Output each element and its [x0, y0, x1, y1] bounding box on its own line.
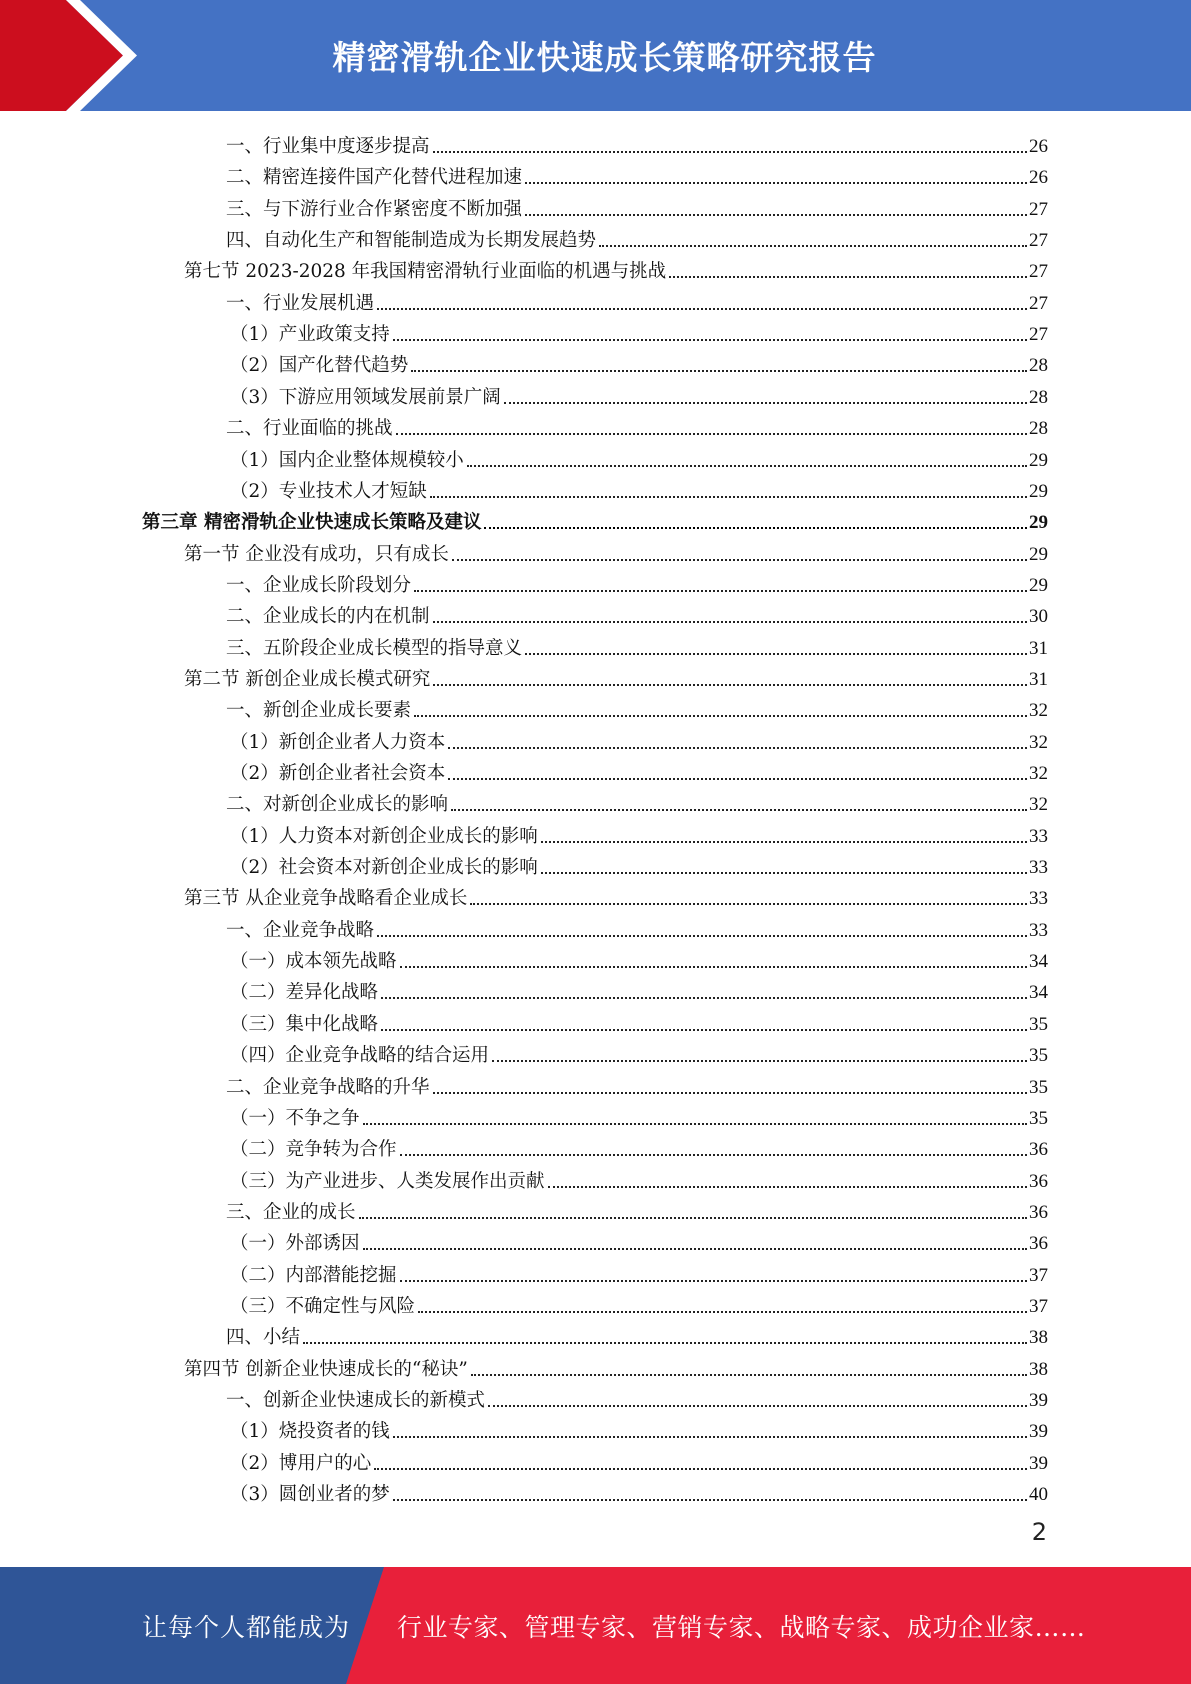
toc-entry[interactable]	[230, 1162, 1048, 1193]
toc-entry[interactable]	[226, 409, 1048, 440]
toc-dot-leader	[433, 684, 1027, 686]
toc-entry-page: 36	[1029, 1171, 1048, 1192]
toc-entry[interactable]	[226, 911, 1048, 942]
toc-entry[interactable]	[226, 1193, 1048, 1224]
toc-dot-leader	[363, 1123, 1027, 1125]
toc-entry[interactable]	[230, 472, 1048, 503]
toc-entry[interactable]	[230, 848, 1048, 879]
toc-dot-leader	[525, 214, 1027, 216]
toc-entry-label: 二、企业成长的内在机制	[226, 606, 430, 627]
toc-entry-label: 一、企业成长阶段划分	[226, 575, 412, 596]
footer-slogan-right: 行业专家、管理专家、营销专家、战略专家、成功企业家……	[397, 1612, 1086, 1642]
toc-entry-page: 27	[1029, 324, 1048, 345]
toc-dot-leader	[414, 715, 1027, 717]
toc-entry-page: 39	[1029, 1390, 1048, 1411]
toc-entry-label: （1）烧投资者的钱	[230, 1421, 390, 1442]
toc-dot-leader	[400, 1154, 1027, 1156]
toc-entry-page: 37	[1029, 1296, 1048, 1317]
toc-entry[interactable]	[226, 284, 1048, 315]
toc-entry-label: （二）竞争转为合作	[230, 1139, 397, 1160]
toc-dot-leader	[396, 433, 1027, 435]
toc-dot-leader	[470, 903, 1027, 905]
toc-entry-page: 33	[1029, 857, 1048, 878]
toc-dot-leader	[467, 465, 1027, 467]
toc-entry-page: 40	[1029, 1484, 1048, 1505]
toc-entry[interactable]	[226, 1381, 1048, 1412]
toc-entry[interactable]	[230, 1099, 1048, 1130]
toc-entry-page: 33	[1029, 888, 1048, 909]
toc-entry-label: （2）国产化替代趋势	[230, 355, 409, 376]
toc-entry-page: 32	[1029, 732, 1048, 753]
toc-dot-leader	[359, 1217, 1027, 1219]
toc-entry[interactable]	[226, 190, 1048, 221]
toc-dot-leader	[471, 1374, 1027, 1376]
toc-entry-page: 35	[1029, 1014, 1048, 1035]
toc-dot-leader	[452, 559, 1027, 561]
toc-entry-label: （3）下游应用领域发展前景广阔	[230, 387, 501, 408]
toc-dot-leader	[525, 653, 1027, 655]
toc-entry[interactable]	[230, 378, 1048, 409]
toc-entry[interactable]	[230, 1224, 1048, 1255]
toc-entry[interactable]	[230, 1412, 1048, 1443]
toc-entry[interactable]	[230, 1036, 1048, 1067]
toc-entry-page: 30	[1029, 606, 1048, 627]
toc-entry-page: 31	[1029, 638, 1048, 659]
toc-entry-label: 三、与下游行业合作紧密度不断加强	[226, 199, 523, 220]
toc-entry-label: 二、企业竞争战略的升华	[226, 1077, 430, 1098]
toc-entry[interactable]	[230, 754, 1048, 785]
toc-entry[interactable]	[230, 1287, 1048, 1318]
toc-dot-leader	[393, 1499, 1027, 1501]
toc-dot-leader	[451, 809, 1027, 811]
toc-entry[interactable]	[230, 441, 1048, 472]
toc-entry-label: （一）外部诱因	[230, 1233, 360, 1254]
toc-entry-label: （二）差异化战略	[230, 982, 379, 1003]
toc-dot-leader	[448, 747, 1027, 749]
toc-entry-page: 26	[1029, 136, 1048, 157]
toc-chapter-entry[interactable]	[142, 503, 1048, 534]
toc-entry-page: 28	[1029, 387, 1048, 408]
toc-entry[interactable]	[230, 1130, 1048, 1161]
toc-section-entry[interactable]	[184, 879, 1048, 910]
toc-entry-label: 第三章 精密滑轨企业快速成长策略及建议	[142, 512, 482, 533]
toc-entry-page: 34	[1029, 951, 1048, 972]
toc-entry-label: （四）企业竞争战略的结合运用	[230, 1045, 490, 1066]
toc-dot-leader	[377, 308, 1027, 310]
toc-entry-label: 一、行业集中度逐步提高	[226, 136, 430, 157]
toc-dot-leader	[492, 1060, 1027, 1062]
toc-entry-label: 三、企业的成长	[226, 1202, 356, 1223]
toc-dot-leader	[541, 841, 1027, 843]
toc-dot-leader	[303, 1342, 1027, 1344]
toc-entry-label: 二、对新创企业成长的影响	[226, 794, 449, 815]
toc-entry-label: 四、小结	[226, 1327, 301, 1348]
toc-entry-page: 35	[1029, 1045, 1048, 1066]
toc-entry-page: 33	[1029, 920, 1048, 941]
toc-entry-page: 29	[1029, 450, 1048, 471]
toc-entry[interactable]	[226, 158, 1048, 189]
toc-entry-label: 一、行业发展机遇	[226, 293, 375, 314]
report-title: 精密滑轨企业快速成长策略研究报告	[332, 38, 877, 77]
toc-entry[interactable]	[226, 221, 1048, 252]
toc-entry[interactable]	[230, 315, 1048, 346]
toc-dot-leader	[504, 402, 1027, 404]
toc-entry-page: 27	[1029, 230, 1048, 251]
toc-dot-leader	[548, 1186, 1027, 1188]
toc-entry-page: 29	[1029, 481, 1048, 502]
toc-section-entry[interactable]	[184, 535, 1048, 566]
toc-entry-label: 一、创新企业快速成长的新模式	[226, 1390, 486, 1411]
page-number: 2	[1031, 1518, 1047, 1546]
toc-entry[interactable]	[226, 629, 1048, 660]
toc-entry[interactable]	[230, 346, 1048, 377]
toc-entry[interactable]	[226, 785, 1048, 816]
toc-dot-leader	[525, 182, 1027, 184]
toc-entry-page: 28	[1029, 418, 1048, 439]
toc-entry-label: 第二节 新创企业成长模式研究	[184, 669, 431, 690]
toc-dot-leader	[377, 935, 1027, 937]
toc-entry-label: （三）不确定性与风险	[230, 1296, 416, 1317]
toc-dot-leader	[418, 1311, 1027, 1313]
toc-dot-leader	[484, 527, 1027, 529]
toc-dot-leader	[488, 1405, 1027, 1407]
toc-dot-leader	[381, 1029, 1027, 1031]
toc-entry[interactable]	[226, 691, 1048, 722]
toc-entry-page: 36	[1029, 1139, 1048, 1160]
toc-entry-page: 38	[1029, 1327, 1048, 1348]
toc-entry[interactable]	[226, 597, 1048, 628]
toc-entry-page: 35	[1029, 1077, 1048, 1098]
toc-entry-page: 26	[1029, 167, 1048, 188]
toc-entry-page: 39	[1029, 1421, 1048, 1442]
toc-entry-label: （1）人力资本对新创企业成长的影响	[230, 826, 538, 847]
toc-entry-page: 38	[1029, 1359, 1048, 1380]
toc-entry[interactable]	[230, 1005, 1048, 1036]
toc-entry-label: （一）成本领先战略	[230, 951, 397, 972]
toc-entry-page: 27	[1029, 261, 1048, 282]
toc-dot-leader	[433, 151, 1027, 153]
toc-dot-leader	[381, 997, 1027, 999]
toc-dot-leader	[669, 276, 1027, 278]
toc-entry[interactable]	[230, 723, 1048, 754]
toc-entry-label: （2）博用户的心	[230, 1453, 372, 1474]
toc-entry-page: 33	[1029, 826, 1048, 847]
toc-dot-leader	[400, 966, 1027, 968]
toc-entry-label: 一、新创企业成长要素	[226, 700, 412, 721]
toc-entry-page: 28	[1029, 355, 1048, 376]
toc-entry-page: 36	[1029, 1233, 1048, 1254]
toc-dot-leader	[374, 1468, 1027, 1470]
toc-entry-page: 29	[1029, 544, 1048, 565]
toc-entry-label: （1）新创企业者人力资本	[230, 732, 446, 753]
toc-dot-leader	[411, 370, 1027, 372]
toc-entry[interactable]	[230, 1256, 1048, 1287]
toc-entry[interactable]	[226, 1068, 1048, 1099]
toc-entry-label: 第七节 2023-2028 年我国精密滑轨行业面临的机遇与挑战	[184, 261, 667, 282]
toc-entry[interactable]	[230, 942, 1048, 973]
toc-dot-leader	[363, 1248, 1027, 1250]
toc-entry-label: 二、精密连接件国产化替代进程加速	[226, 167, 523, 188]
toc-entry-page: 34	[1029, 982, 1048, 1003]
toc-dot-leader	[400, 1280, 1027, 1282]
toc-entry-page: 29	[1029, 575, 1048, 596]
toc-entry-page: 29	[1029, 512, 1048, 533]
toc-entry-label: （一）不争之争	[230, 1108, 360, 1129]
toc-entry-page: 35	[1029, 1108, 1048, 1129]
toc-entry-page: 32	[1029, 700, 1048, 721]
toc-entry-page: 31	[1029, 669, 1048, 690]
toc-entry-page: 39	[1029, 1453, 1048, 1474]
toc-section-entry[interactable]	[184, 660, 1048, 691]
page-header	[0, 0, 1191, 111]
toc-entry-page: 36	[1029, 1202, 1048, 1223]
toc-section-entry[interactable]	[184, 1350, 1048, 1381]
toc-dot-leader	[393, 339, 1027, 341]
toc-dot-leader	[430, 496, 1027, 498]
toc-entry-label: 四、自动化生产和智能制造成为长期发展趋势	[226, 230, 597, 251]
toc-entry-label: 第四节 创新企业快速成长的“秘诀”	[184, 1359, 468, 1380]
toc-entry-label: （三）为产业进步、人类发展作出贡献	[230, 1171, 545, 1192]
toc-dot-leader	[433, 621, 1027, 623]
toc-entry-label: （3）圆创业者的梦	[230, 1484, 390, 1505]
toc-entry-page: 32	[1029, 794, 1048, 815]
toc-entry-label: （2）专业技术人才短缺	[230, 481, 427, 502]
page-footer	[0, 1567, 1191, 1684]
toc-entry-label: （1）国内企业整体规模较小	[230, 450, 464, 471]
toc-entry-label: 二、行业面临的挑战	[226, 418, 393, 439]
toc-entry-label: （1）产业政策支持	[230, 324, 390, 345]
toc-entry[interactable]	[230, 1475, 1048, 1506]
toc-section-entry[interactable]	[184, 252, 1048, 283]
toc-entry[interactable]	[226, 1318, 1048, 1349]
toc-dot-leader	[393, 1436, 1027, 1438]
toc-dot-leader	[448, 778, 1027, 780]
toc-dot-leader	[541, 872, 1027, 874]
toc-dot-leader	[433, 1092, 1027, 1094]
toc-entry-label: 第一节 企业没有成功，只有成长	[184, 544, 449, 565]
toc-entry[interactable]	[230, 817, 1048, 848]
toc-entry-label: 一、企业竞争战略	[226, 920, 375, 941]
toc-dot-leader	[414, 590, 1027, 592]
toc-dot-leader	[599, 245, 1027, 247]
toc-entry-label: （三）集中化战略	[230, 1014, 379, 1035]
toc-entry-page: 32	[1029, 763, 1048, 784]
toc-entry-page: 37	[1029, 1265, 1048, 1286]
toc-entry-label: 第三节 从企业竞争战略看企业成长	[184, 888, 468, 909]
toc-entry[interactable]	[230, 1444, 1048, 1475]
footer-slogan-left: 让每个人都能成为	[142, 1612, 351, 1642]
toc-entry-label: （2）新创企业者社会资本	[230, 763, 446, 784]
toc-entry-label: （二）内部潜能挖掘	[230, 1265, 397, 1286]
toc-entry-page: 27	[1029, 293, 1048, 314]
toc-entry[interactable]	[230, 973, 1048, 1004]
toc-entry[interactable]	[226, 566, 1048, 597]
toc-entry-page: 27	[1029, 199, 1048, 220]
toc-entry-label: 三、五阶段企业成长模型的指导意义	[226, 638, 523, 659]
toc-entry[interactable]	[226, 127, 1048, 158]
toc-entry-label: （2）社会资本对新创企业成长的影响	[230, 857, 538, 878]
